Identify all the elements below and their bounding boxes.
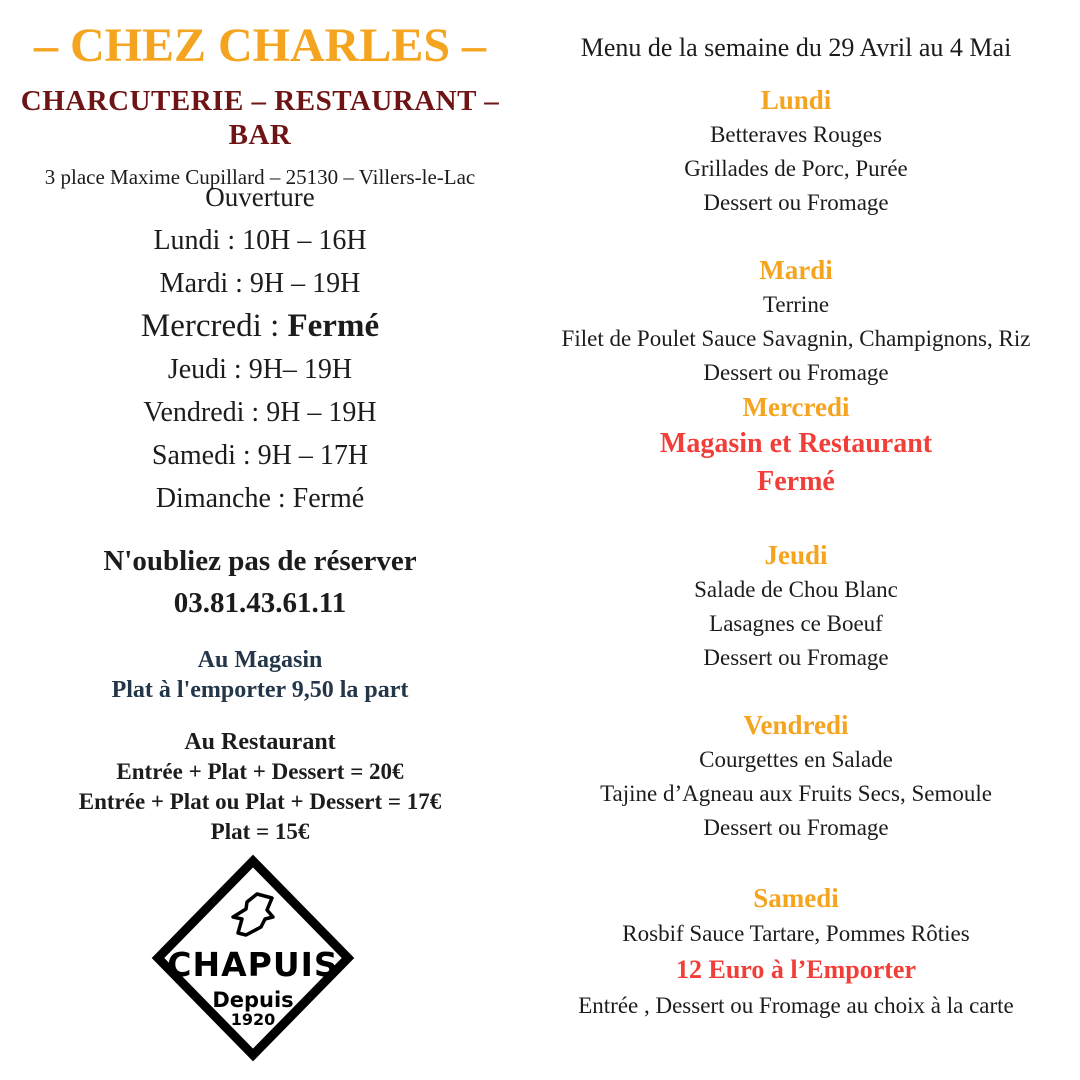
shop-block bbox=[0, 645, 520, 705]
hours-wednesday bbox=[0, 305, 520, 348]
menu-day-friday bbox=[522, 707, 1070, 845]
hours-tuesday: Mardi : 9H – 19H bbox=[159, 268, 361, 299]
logo-since-year: 1920 bbox=[230, 1010, 276, 1029]
day-items-saturday bbox=[522, 916, 1070, 1024]
shop-title: Au Magasin bbox=[197, 647, 323, 673]
day-heading-saturday: Samedi bbox=[753, 883, 839, 913]
menu-item: Salade de Chou Blanc bbox=[694, 577, 898, 602]
weekly-menu-title: Menu de la semaine du 29 Avril au 4 Mai bbox=[580, 33, 1012, 62]
brand-title: – CHEZ CHARLES – bbox=[33, 19, 487, 72]
hours-thursday: Jeudi : 9H– 19H bbox=[167, 354, 353, 385]
restaurant-prices-title: Au Restaurant bbox=[184, 729, 336, 755]
day-items-thursday bbox=[522, 573, 1070, 675]
day-heading-friday: Vendredi bbox=[743, 710, 849, 740]
takeaway-price-line: 12 Euro à l’Emporter bbox=[676, 955, 916, 984]
restaurant-formula-2: Entrée + Plat ou Plat + Dessert = 17€ bbox=[78, 789, 442, 814]
restaurant-formula-3: Plat = 15€ bbox=[210, 819, 310, 844]
day-items-tuesday bbox=[522, 288, 1070, 390]
menu-day-saturday bbox=[522, 880, 1070, 1024]
logo-since-label: Depuis bbox=[212, 988, 294, 1012]
menu-item: Dessert ou Fromage bbox=[703, 360, 889, 385]
hours-wednesday-closed: Fermé bbox=[287, 308, 380, 344]
logo-name: CHAPUIS bbox=[167, 945, 339, 984]
menu-item: Grillades de Porc, Purée bbox=[684, 156, 908, 181]
hours-saturday: Samedi : 9H – 17H bbox=[151, 440, 369, 471]
chapuis-logo-svg bbox=[148, 852, 358, 1062]
closed-notice-line: Magasin et Restaurant bbox=[659, 428, 933, 459]
restaurant-formula-1: Entrée + Plat + Dessert = 20€ bbox=[116, 759, 404, 784]
brand-header bbox=[0, 20, 520, 190]
day-heading-thursday: Jeudi bbox=[764, 540, 828, 570]
menu-item: Filet de Poulet Sauce Savagnin, Champignons, Riz bbox=[561, 326, 1031, 351]
day-heading-tuesday: Mardi bbox=[759, 255, 833, 285]
menu-item: Dessert ou Fromage bbox=[703, 815, 889, 840]
reservation-phone: 03.81.43.61.11 bbox=[173, 587, 347, 619]
menu-item: Dessert ou Fromage bbox=[703, 645, 889, 670]
menu-item: Rosbif Sauce Tartare, Pommes Rôties bbox=[622, 921, 970, 946]
restaurant-prices-block bbox=[0, 727, 520, 847]
reservation-block bbox=[0, 540, 520, 624]
shop-takeaway-price: Plat à l'emporter 9,50 la part bbox=[111, 677, 409, 703]
reservation-note: N'oubliez pas de réserver bbox=[103, 545, 417, 577]
brand-address: 3 place Maxime Cupillard – 25130 – Villers-le-Lac bbox=[44, 165, 476, 189]
day-items-wednesday bbox=[522, 425, 1070, 501]
menu-item: Tajine d’Agneau aux Fruits Secs, Semoule bbox=[600, 781, 992, 806]
opening-hours-title: Ouverture bbox=[205, 182, 315, 212]
menu-day-wednesday bbox=[522, 389, 1070, 501]
hours-monday: Lundi : 10H – 16H bbox=[153, 225, 367, 256]
menu-item: Courgettes en Salade bbox=[699, 747, 893, 772]
hours-friday: Vendredi : 9H – 19H bbox=[143, 397, 377, 428]
menu-item: Betteraves Rouges bbox=[710, 122, 882, 147]
chapuis-logo bbox=[148, 852, 358, 1067]
brand-subtitle: CHARCUTERIE – RESTAURANT – BAR bbox=[20, 85, 500, 151]
closed-notice-line: Fermé bbox=[757, 466, 835, 497]
opening-hours bbox=[0, 176, 520, 520]
hours-sunday: Dimanche : Fermé bbox=[155, 483, 365, 514]
menu-item: Dessert ou Fromage bbox=[703, 190, 889, 215]
day-items-friday bbox=[522, 743, 1070, 845]
menu-item: Entrée , Dessert ou Fromage au choix à la carte bbox=[578, 993, 1014, 1018]
menu-day-thursday bbox=[522, 537, 1070, 675]
menu-item: Lasagnes ce Boeuf bbox=[709, 611, 883, 636]
hours-wednesday-label: Mercredi : bbox=[140, 308, 288, 344]
menu-item: Terrine bbox=[762, 292, 830, 317]
menu-day-monday bbox=[522, 82, 1070, 220]
menu-day-tuesday bbox=[522, 252, 1070, 390]
day-heading-monday: Lundi bbox=[760, 85, 832, 115]
day-heading-wednesday: Mercredi bbox=[742, 392, 850, 422]
day-items-monday bbox=[522, 118, 1070, 220]
